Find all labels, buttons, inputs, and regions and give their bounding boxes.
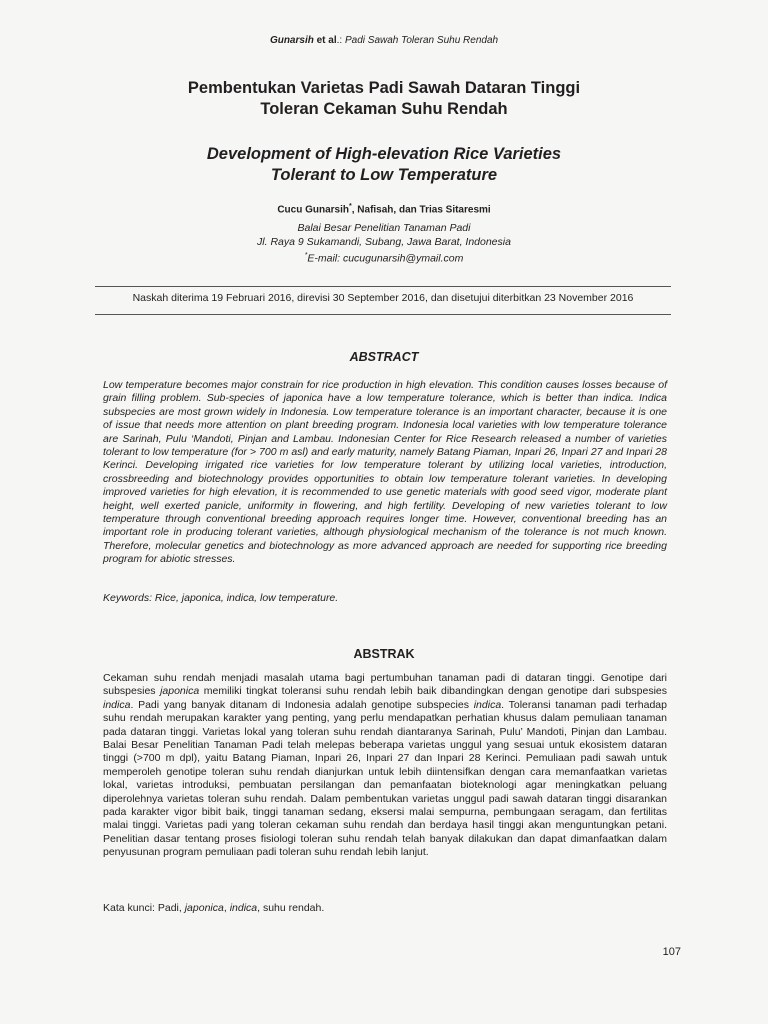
received-dates: Naskah diterima 19 Februari 2016, direvisi 30 September 2016, dan disetujui diterbitkan 23 November 2016 xyxy=(132,292,634,304)
katakunci-end: , suhu rendah. xyxy=(257,902,325,914)
abstrak-term-indica-2: indica xyxy=(473,698,502,711)
abstract-heading: ABSTRACT xyxy=(349,350,419,364)
divider-top xyxy=(95,286,671,287)
katakunci-japonica: japonica xyxy=(184,902,224,914)
author-first: Cucu Gunarsih xyxy=(277,204,349,216)
title-english-line1: Development of High-elevation Rice Varieties xyxy=(206,145,562,163)
abstrak-term-japonica: japonica xyxy=(160,685,200,698)
abstrak-text-1: Cekaman suhu rendah menjadi masalah utama bagi pertumbuhan tanaman padi di dataran tinggi. Genotipe dari subspesies xyxy=(103,672,667,698)
title-english xyxy=(0,144,768,186)
title-english-line2: Tolerant to Low Temperature xyxy=(270,166,498,184)
page-number: 107 xyxy=(662,946,681,958)
author-rest: , Nafisah, dan Trias Sitaresmi xyxy=(351,204,491,216)
affiliation-institution: Balai Besar Penelitian Tanaman Padi xyxy=(297,222,471,234)
abstrak-body xyxy=(103,672,667,860)
running-head-author: Gunarsih xyxy=(269,35,314,46)
corresponding-mark: * xyxy=(349,203,352,210)
title-indonesian-line2: Toleran Cekaman Suhu Rendah xyxy=(260,100,508,118)
abstrak-text-2: memiliki tingkat toleransi suhu rendah lebih baik dibandingkan dengan genotipe dari subspesies xyxy=(199,685,667,698)
affiliation xyxy=(0,222,768,266)
running-head-short-title: Padi Sawah Toleran Suhu Rendah xyxy=(344,35,499,46)
abstract-keywords: Keywords: Rice, japonica, indica, low temperature. xyxy=(103,592,339,604)
abstrak-term-indica-1: indica xyxy=(103,698,131,711)
abstrak-heading: ABSTRAK xyxy=(353,647,415,661)
affiliation-email xyxy=(0,249,768,266)
email-mark: * xyxy=(304,252,308,259)
katakunci-label: Kata kunci: Padi, xyxy=(103,902,185,914)
running-head-separator: .: xyxy=(336,35,345,46)
running-head xyxy=(0,35,768,46)
abstrak-text-3: . Padi yang banyak ditanam di Indonesia adalah genotipe subspecies xyxy=(130,698,474,711)
email-text: E-mail: cucugunarsih@ymail.com xyxy=(307,252,464,265)
title-indonesian xyxy=(0,78,768,120)
katakunci-separator: , xyxy=(223,902,230,914)
abstrak-text-4: . Toleransi tanaman padi terhadap suhu rendah merupakan karakter yang penting, yang perlu mendapatkan perhatian khusus dalam pemuliaan tanaman pada dataran tinggi. Varietas lokal yang toleran suhu rendah diantaranya Sarinah, Pulu’ Mandoti, Pinjan dan Lambau. Balai Besar Penelitian Tanaman Padi telah melepas beberapa varietas unggul yang sesuai untuk ekosistem dataran tinggi (>700 m dpl), yaitu Batang Piaman, Inpari 26, Inpari 27 dan Inpari 28 Kerinci. Pemuliaan padi sawah untuk memperoleh genotipe toleran suhu rendah dianjurkan untuk lebih diintensifkan dengan cara memanfaatkan varietas lokal, varietas introduksi, pembuatan persilangan dan pemanfaatan bioteknologi agar meningkatkan peluang diperolehnya varietas toleran suhu rendah. Dalam pembentukan varietas unggul padi sawah dataran tinggi disarankan pada karakter vigor bibit baik, tinggi tanaman sedang, eksersi malai sempurna, pembungaan seragam, dan fertilitas malai tinggi. Varietas padi yang toleran cekaman suhu rendah dan berdaya hasil tinggi akan menguntungkan petani. Penelitian dasar tentang proses fisiologi toleran suhu rendah telah banyak dilakukan dan dapat dimanfaatkan dalam penyusunan program pemuliaan padi toleran suhu rendah lebih lanjut. xyxy=(103,698,667,859)
author-list xyxy=(0,203,768,215)
divider-bottom xyxy=(95,314,671,315)
affiliation-address: Jl. Raya 9 Sukamandi, Subang, Jawa Barat, Indonesia xyxy=(257,235,511,248)
title-indonesian-line1: Pembentukan Varietas Padi Sawah Dataran Tinggi xyxy=(187,79,581,97)
abstrak-keywords xyxy=(103,902,667,915)
abstract-body: Low temperature becomes major constrain for rice production in high elevation. This condition causes losses because of grain filling problem. Sub-species of japonica have a low temperature tolerance, which is better than indica. Indica subspecies are most grown widely in Indonesia. Low temperature tolerance is an important character, because it is one of issue that needs more attention on plant breeding program. Indonesia local varieties with low temperature tolerance are Sarinah, Pulu ‘Mandoti, Pinjan and Lambau. Indonesian Center for Rice Research released a number of varieties tolerant to low temperature (for > 700 m asl) and early maturity, namely Batang Piaman, Inpari 26, Inpari 27 and Inpari 28 Kerinci. Developing irrigated rice varieties for low temperature tolerant by utilizing local varieties, introduction, crossbreeding and biotechnology provides opportunities to obtain low temperature tolerant varieties. In developing improved varieties for high elevation, it is recommended to use genetic materials with good seed vigor, moderate plant height, well exerted panicle, uniformity in flowering, and high fertility. Developing of new varieties tolerant to low temperature through conventional breeding approach requires longer time. However, conventional breeding has an important role in producing tolerant varieties, although physiological mechanism of the tolerance is not much known. Therefore, molecular genetics and biotechnology as more advanced approach are needed for supporting rice breeding program for abiotic stresses. xyxy=(103,379,667,566)
katakunci-indica: indica xyxy=(229,902,258,914)
running-head-etal: et al xyxy=(313,35,337,46)
